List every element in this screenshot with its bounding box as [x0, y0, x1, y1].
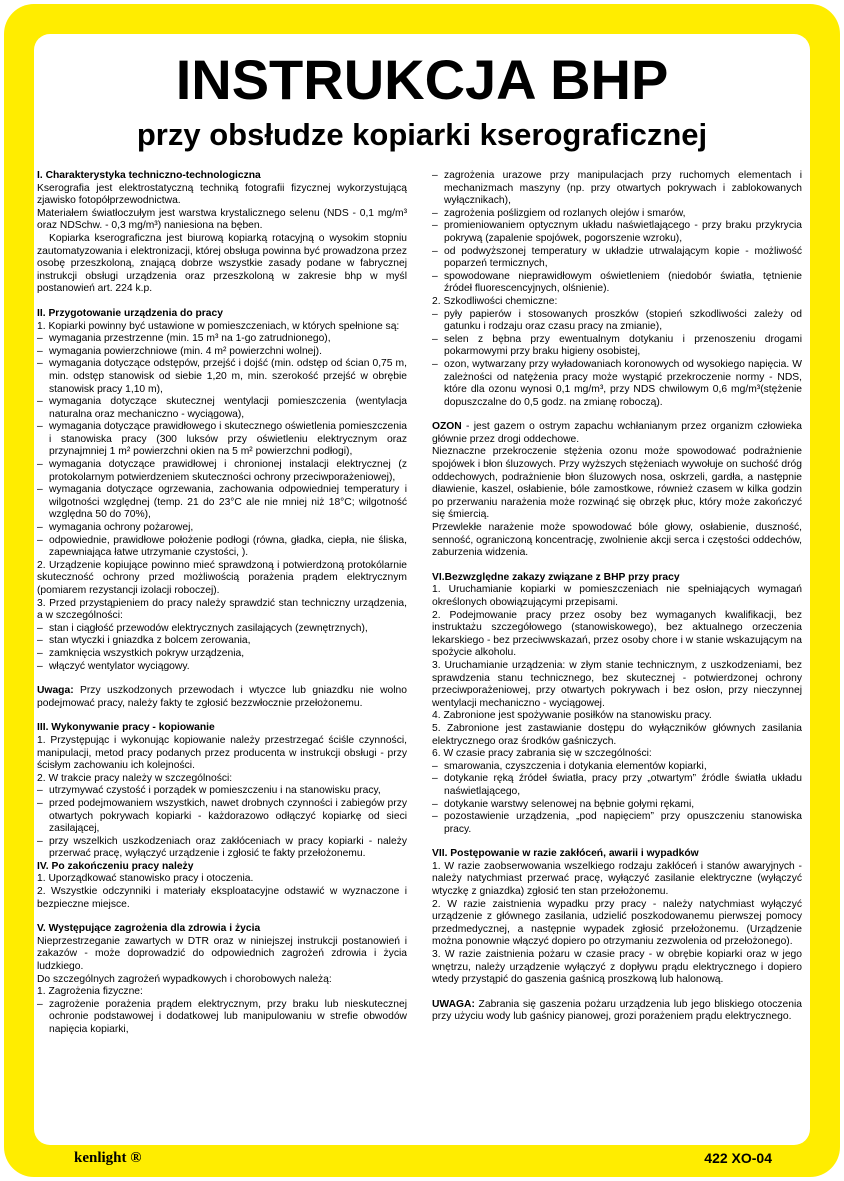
section-7-heading: VII. Postępowanie w razie zakłóceń, awarii i wypadków — [432, 848, 699, 860]
numbered-item: 3. W razie zaistnienia pożaru w czasie pracy - w obrębie kopiarki oraz w jego wnętrzu, należy urządzenie wyłączyć z dopływu prądu elektrycznego i dopiero wtedy przystąpić do gaszenia gaśnicą proszkową lub halonową. — [432, 949, 802, 986]
numbered-item: 2. Szkodliwości chemiczne: — [432, 295, 558, 307]
dash-bullet: – — [37, 522, 43, 534]
dash-bullet: – — [37, 534, 43, 546]
list-item-text: zamknięcia wszystkich pokryw urządzenia, — [49, 647, 245, 659]
dash-bullet: – — [37, 345, 43, 357]
list-item — [432, 761, 802, 774]
dash-bullet: – — [432, 333, 438, 345]
section-4-heading: IV. Po zakończeniu pracy należy — [37, 860, 194, 872]
list-item-text: przed podejmowaniem wszystkich, nawet drobnych czynności i zabiegów przy otwartych pokrywach kopiarki - każdorazowo odłączyć kopiarkę od sieci zasilającej, — [49, 797, 407, 835]
list-item-text: odpowiednie, prawidłowe położenie podłogi (równa, gładka, ciepła, nie śliska, zapewniająca łatwe utrzymanie czystości, ). — [49, 534, 407, 559]
list-item-text: smarowania, czyszczenia i dotykania elementów kopiarki, — [444, 760, 707, 772]
dash-bullet: – — [432, 760, 438, 772]
list-item — [37, 785, 407, 798]
numbered-item: 5. Zabronione jest zastawianie dostępu do wyłączników głównych zasilania elektrycznego oraz środków gaśniczych. — [432, 722, 802, 747]
list-item-text: dotykanie warstwy selenowej na bębnie gołymi rękami, — [444, 798, 695, 810]
list-item — [432, 271, 802, 296]
left-column — [37, 170, 407, 1037]
dash-bullet: – — [432, 207, 438, 219]
dash-bullet: – — [37, 333, 43, 345]
numbered-item: 2. W razie zaistnienia wypadku przy pracy - należy natychmiast wyłączyć urządzenie z głównego zasilania, udzielić poszkodowanemu pierwszej pomocy przedmedycznej, a następnie wypadek zgłosić przełożonemu. (Urządzenie można ponownie włączyć dopiero po otrzymaniu zezwolenia od przełożonego). — [432, 898, 802, 948]
list-item-text: wymagania ochrony pożarowej, — [49, 522, 194, 534]
dash-bullet: – — [37, 622, 43, 634]
dash-bullet: – — [37, 835, 43, 847]
numbered-item: 2. W trakcie pracy należy w szczególności: — [37, 772, 233, 784]
numbered-item: 2. Podejmowanie pracy przez osoby bez wymaganych kwalifikacji, bez instruktażu szczegółowego (stanowiskowego), bez aktualnego orzeczenia lekarskiego - bez przeciwwskazań, przez osoby chore i w stanie wskazującym na spożycie alkoholu. — [432, 609, 802, 659]
dash-bullet: – — [37, 459, 43, 471]
dash-bullet: – — [432, 220, 438, 232]
numbered-item: 1. Kopiarki powinny być ustawione w pomieszczeniach, w których spełnione są: — [37, 320, 400, 332]
list-item — [37, 346, 407, 359]
hazards-list — [432, 170, 802, 296]
list-item-text: spowodowane nieprawidłowym oświetleniem (niedobór światła, tętnienie źródeł fluorescencyjnych, olśnienie). — [444, 270, 802, 295]
list-item-text: wymagania przestrzenne (min. 15 m³ na 1-go zatrudnionego), — [49, 333, 331, 345]
list-item — [37, 535, 407, 560]
list-item-text: selen z bębna przy ewentualnym dotykaniu i przenoszeniu drogami pokarmowymi przy braku higieny osobistej, — [444, 333, 802, 358]
list-item — [37, 522, 407, 535]
list-item-text: przy wszelkich uszkodzeniach oraz zakłóceniach w pracy kopiarki - należy przerwać pracę, wyłączyć urządzenie i zgłosić te fakty przełożonemu. — [49, 835, 407, 860]
section-5-paragraph: Do szczególnych zagrożeń wypadkowych i chorobowych należą: — [37, 973, 332, 985]
section-5-paragraph: Nieprzestrzeganie zawartych w DTR oraz w niniejszej instrukcji postanowień i zakazów - może doprowadzić do odpowiednich zagrożeń zdrowia i życia ludzkiego. — [37, 935, 407, 973]
section-2-heading: II. Przygotowanie urządzenia do pracy — [37, 307, 223, 319]
page-title: INSTRUKCJA BHP — [175, 48, 669, 111]
list-item — [432, 170, 802, 208]
list-item — [432, 309, 802, 334]
incident-procedure-list — [432, 861, 802, 987]
list-item-text: od podwyższonej temperatury w układzie utrwalającym kopie - możliwość poparzeń termicznych, — [444, 245, 802, 270]
list-item-text: stan wtyczki i gniazdka z bolcem zerowania, — [49, 635, 251, 647]
list-item-text: pozostawienie urządzenia, „pod napięciem” przy opuszczeniu stanowiska pracy. — [444, 811, 802, 835]
dash-bullet: – — [37, 998, 43, 1010]
list-item-text: zagrożenie porażenia prądem elektrycznym, przy braku lub nieskutecznej ochronie podstawowej i dodatkowej lub manipulowaniu w strefie obwodów napięcia kopiarki, — [49, 998, 407, 1035]
list-item-text: utrzymywać czystość i porządek w pomieszczeniu i na stanowisku pracy, — [49, 785, 381, 797]
dash-bullet: – — [37, 660, 43, 672]
ozone-paragraph: Przewlekłe narażenie może spowodować bóle głowy, osłabienie, duszność, senność, ograniczoną koncentrację, zwolnienie akcji serca i częstości oddechów, zaburzenia widzenia. — [432, 522, 802, 559]
checks-list — [37, 623, 407, 673]
numbered-item: 3. Przed przystąpieniem do pracy należy sprawdzić stan techniczny urządzenia, a w szczególności: — [37, 597, 407, 622]
sign-panel — [34, 34, 810, 1166]
list-item — [432, 334, 802, 359]
list-item — [37, 635, 407, 648]
chemical-hazards-list — [432, 309, 802, 410]
list-item — [37, 396, 407, 421]
list-item — [37, 484, 407, 522]
numbered-item: 1. Zagrożenia fizyczne: — [37, 986, 143, 998]
dash-bullet: – — [37, 358, 43, 370]
list-item-text: wymagania powierzchniowe (min. 4 m² powierzchni wolnej). — [49, 345, 322, 357]
list-item — [37, 358, 407, 396]
warning-text: Przy uszkodzonych przewodach i wtyczce lub gniazdku nie wolno podejmować pracy, należy fakty te zgłosić bezzwłocznie przełożonemu. — [37, 685, 407, 709]
list-item — [37, 999, 407, 1037]
list-item-text: zagrożenia urazowe przy manipulacjach przy ruchomych elementach i mechanizmach maszyny (np. przy otwartych pokrywach i zablokowanych wyłącznikach), — [444, 170, 802, 207]
numbered-item: 6. W czasie pracy zabrania się w szczególności: — [432, 748, 652, 760]
list-item — [432, 246, 802, 271]
page-subtitle: przy obsłudze kopiarki kserograficznej — [136, 117, 708, 152]
section-6-heading: VI.Bezwzględne zakazy związane z BHP przy pracy — [432, 571, 680, 583]
warning-label: Uwaga: — [37, 685, 74, 697]
list-item — [37, 648, 407, 661]
list-item — [432, 208, 802, 221]
requirements-list — [37, 333, 407, 560]
numbered-item: 2. Urządzenie kopiujące powinno mieć sprawdzoną i potwierdzoną protokólarnie skuteczność ochrony przed możliwością porażenia prądem elektrycznym (pomiarem rezystancji izolacji roboczej). — [37, 559, 407, 596]
prohibitions-list — [432, 584, 802, 760]
list-item-text: wymagania dotyczące odstępów, przejść i dojść (min. odstęp od ścian 0,75 m, min. odstęp stanowisk od siebie 1,20 m, min. szerokość przejść w obrębie stanowisk pracy 1,10 m), — [49, 358, 407, 395]
dash-bullet: – — [432, 773, 438, 785]
ozone-paragraph — [432, 421, 802, 446]
list-item-text: promieniowaniem optycznym układu naświetlającego - przy braku przykrycia pokrywą (zapalenie spojówek, pogorszenie wzroku), — [444, 220, 802, 244]
section-5-heading: V. Występujące zagrożenia dla zdrowia i życia — [37, 923, 261, 935]
list-item — [432, 220, 802, 245]
section-3-heading: III. Wykonywanie pracy - kopiowanie — [37, 722, 215, 734]
ozone-paragraph: Nieznaczne przekroczenie stężenia ozonu może spowodować podrażnienie spojówek i błon śluzowych. Przy wyższych stężeniach wywołuje on suchość dróg oddechowych, podrażnienie błon śluzowych nosa, oskrzeli, gardła, a następnie dławienie, kaszel, osłabienie, bóle zamostkowe, również czasem w kilka godzin po przerwaniu narażenia może rozwinąć się obrzęk płuc, który może zakończyć się śmiercią. — [432, 446, 802, 521]
section-1-heading: I. Charakterystyka techniczno-technologiczna — [37, 170, 261, 181]
list-item — [432, 359, 802, 409]
hazards-list — [37, 999, 407, 1037]
list-item — [37, 333, 407, 346]
list-item — [432, 773, 802, 798]
numbered-item: 1. W razie zaobserwowania wszelkiego rodzaju zakłóceń i stanów awaryjnych - należy natychmiast przerwać pracę, wyłączyć zasilanie elektryczne (wyłączyć wtyczkę z gniazdka) zgłosić ten stan przełożonemu. — [432, 860, 802, 898]
list-item — [37, 798, 407, 836]
list-item-text: wymagania dotyczące skutecznej wentylacji pomieszczenia (wentylacja naturalna oraz mechaniczno - wyciągowa), — [49, 396, 407, 420]
section-1-paragraph: Materiałem światłoczułym jest warstwa krystalicznego selenu (NDS - 0,1 mg/m³ oraz NDSchw. - 0,3 mg/m³) naniesiona na bęben. — [37, 207, 407, 232]
ozone-text: - jest gazem o ostrym zapachu wchłanianym przez organizm człowieka głównie przez drogi oddechowe. — [432, 421, 802, 445]
dash-bullet: – — [37, 421, 43, 433]
yellow-frame — [4, 4, 840, 1177]
list-item-text: zagrożenia poślizgiem od rozlanych olejów i smarów, — [444, 207, 686, 219]
dash-bullet: – — [432, 811, 438, 823]
product-code: 422 XO-04 — [704, 1150, 772, 1166]
dash-bullet: – — [432, 308, 438, 320]
dash-bullet: – — [37, 797, 43, 809]
list-item-text: stan i ciągłość przewodów elektrycznych zasilających (zewnętrznych), — [49, 622, 368, 634]
list-item-text: włączyć wentylator wyciągowy. — [49, 660, 190, 672]
dash-bullet: – — [37, 785, 43, 797]
brand-logo: kenlight ® — [74, 1150, 142, 1166]
list-item-text: dotykanie ręką źródeł światła, pracy przy „otwartym” źródle światła układu naświetlającego, — [444, 773, 802, 797]
warning-label: UWAGA: — [432, 998, 475, 1010]
numbered-item: 1. Przystępując i wykonując kopiowanie należy przestrzegać ściśle czynności, manipulacji, metod pracy podanych przez producenta w instrukcji obsługi - przy ścisłym zachowaniu ich kolejności. — [37, 734, 407, 772]
list-item — [37, 421, 407, 459]
warning-note — [37, 685, 407, 710]
dash-bullet: – — [432, 798, 438, 810]
list-item — [37, 623, 407, 636]
list-item — [37, 459, 407, 484]
list-item — [37, 836, 407, 861]
dash-bullet: – — [432, 170, 438, 181]
dash-bullet: – — [37, 647, 43, 659]
prohibitions-sublist — [432, 761, 802, 837]
list-item-text: wymagania dotyczące prawidłowego i skutecznego oświetlenia pomieszczenia i stanowiska pracy (300 luksów przy oświetleniu elektrycznym oraz przynajmniej 1 m² powierzchni okien na 5 m² powierzchni podłogi), — [49, 421, 407, 458]
numbered-item: 2. Wszystkie odczynniki i materiały eksploatacyjne odstawić w wyznaczone i bezpieczne miejsce. — [37, 886, 407, 910]
numbered-item: 1. Uporządkować stanowisko pracy i otoczenia. — [37, 873, 254, 885]
list-item-text: ozon, wytwarzany przy wyładowaniach koronowych od wysokiego napięcia. W zależności od natężenia pracy może wystąpić przekroczenie normy - NDS, które dla ozonu wynosi 0,1 mg/m³, przy NDS chwilowym 0,6 mg/m³(stężenie dopuszczalne do 0,5 godz. na zmianę roboczą). — [444, 358, 802, 408]
dash-bullet: – — [432, 358, 438, 370]
dash-bullet: – — [432, 270, 438, 282]
dash-bullet: – — [37, 484, 43, 496]
right-column — [432, 170, 802, 1024]
list-item — [37, 661, 407, 674]
dash-bullet: – — [432, 245, 438, 257]
warning-note — [432, 999, 802, 1024]
list-item-text: wymagania dotyczące ogrzewania, zachowania odpowiedniej temperatury i wilgotności względnej (temp. 21 do 23°C ale nie mniej niż 18°C; wilgotność względna 50 do 70%), — [49, 484, 407, 521]
list-item-text: pyły papierów i stosowanych proszków (stopień szkodliwości zależy od gatunku i rodzaju oraz czasu pracy na zmianie), — [444, 308, 802, 333]
numbered-item: 3. Uruchamianie urządzenia: w złym stanie technicznym, z uszkodzeniami, bez sprawdzenia stanu technicznego, bez skutecznej - potwierdzonej ochrony przeciwporażeniowej, przy otwartych pokrywach i bez osłon, przy nieczynnej wentylacji mechaniczno - wyciągowej. — [432, 659, 802, 709]
section-1-paragraph: Kopiarka kserograficzna jest biurową kopiarką rotacyjną o wysokim stopniu zautomatyzowania i elektronizacji, której obsługa powinna być prowadzona przez osobę przeszkoloną, znającą dobrze wszystkie zasady podane w fabrycznej instrukcji obsługi urządzenia oraz przeszkoloną w zakresie bhp w myśl postanowień art. 224 k.p. — [37, 232, 407, 295]
list-item — [432, 799, 802, 812]
dash-bullet: – — [37, 396, 43, 408]
ozone-label: OZON — [432, 421, 462, 433]
warning-text: Zabrania się gaszenia pożaru urządzenia lub jego bliskiego otoczenia przy użyciu wody lub gaśnicy pianowej, grozi porażeniem prądu elektrycznego. — [432, 998, 802, 1023]
work-list — [37, 785, 407, 861]
numbered-item: 1. Uruchamianie kopiarki w pomieszczeniach nie spełniających wymagań określonych obowiązującymi przepisami. — [432, 584, 802, 608]
numbered-item: 4. Zabronione jest spożywanie posiłków na stanowisku pracy. — [432, 710, 712, 722]
section-1-paragraph: Kserografia jest elektrostatyczną techniką fotografii fizycznej wykorzystującą zjawisko fotopółprzewodnictwa. — [37, 182, 407, 207]
dash-bullet: – — [37, 635, 43, 647]
list-item — [432, 811, 802, 836]
list-item-text: wymagania dotyczące prawidłowej i chronionej instalacji elektrycznej (z protokolarnym potwierdzeniem skuteczności ochrony przeciwporażeniowej), — [49, 459, 407, 483]
